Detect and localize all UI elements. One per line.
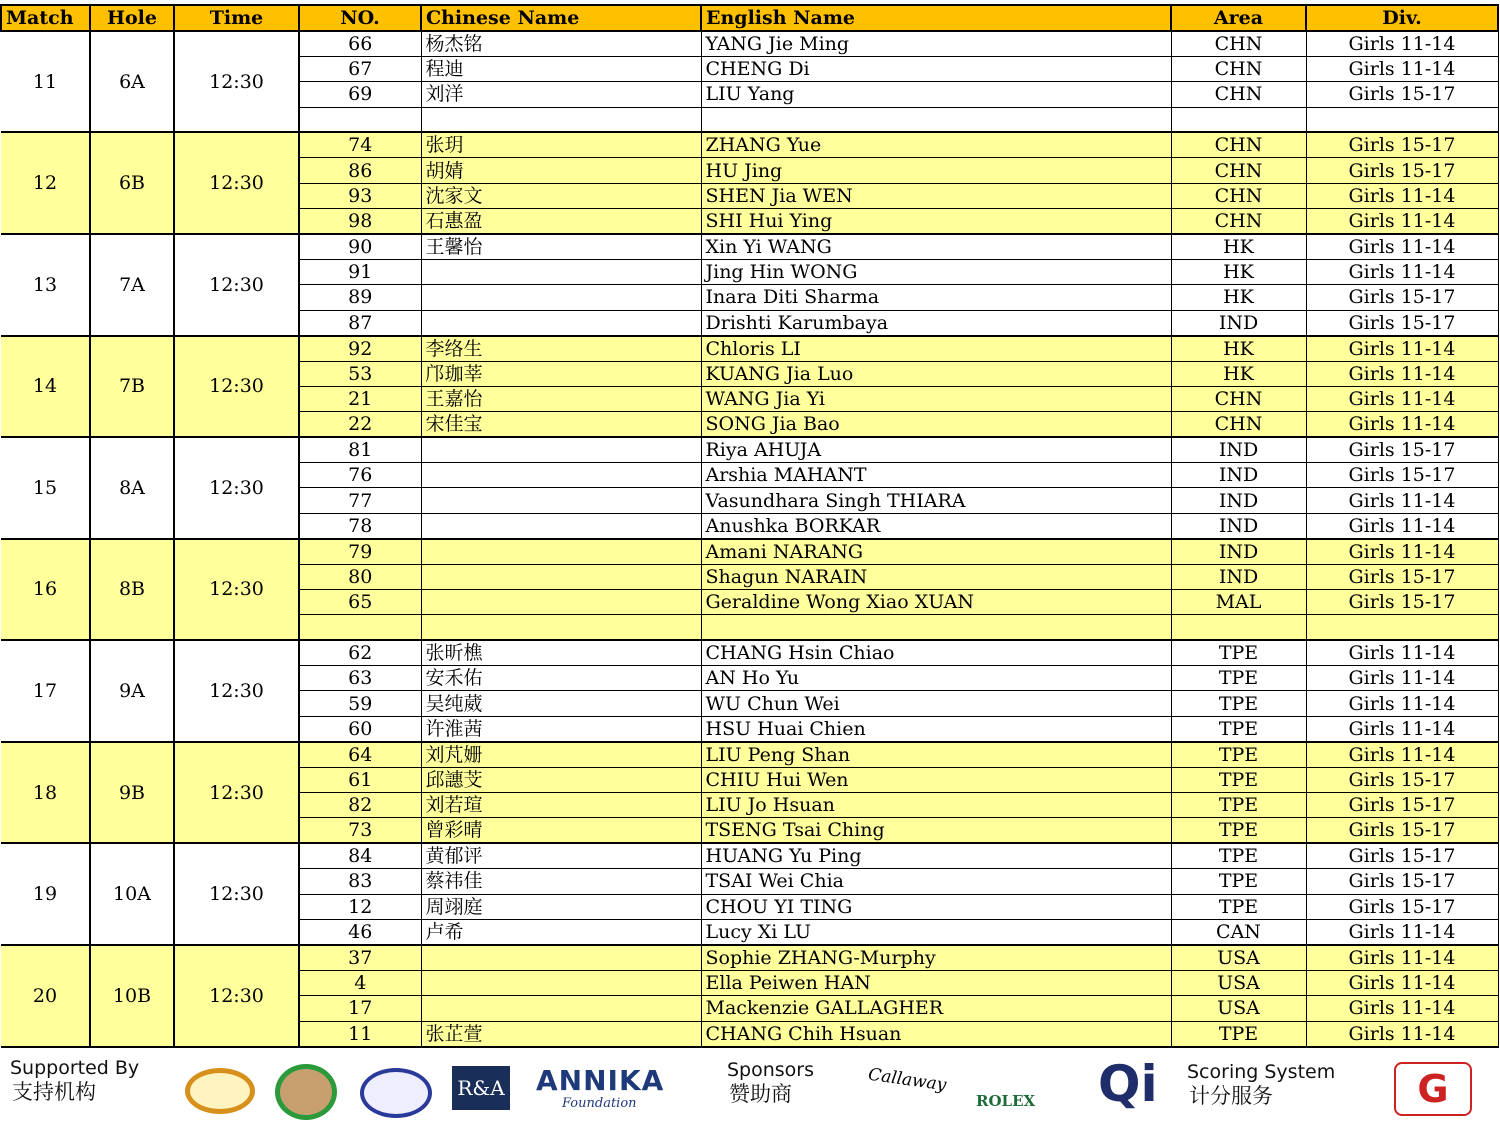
- col-area: Area: [1171, 5, 1306, 31]
- english-name: SHI Hui Ying: [701, 208, 1171, 234]
- area: TPE: [1171, 691, 1306, 716]
- footer: [0, 1046, 1500, 1125]
- area: TPE: [1171, 742, 1306, 768]
- chinese-name: [421, 310, 701, 336]
- english-name: SHEN Jia WEN: [701, 183, 1171, 208]
- division: Girls 15-17: [1306, 132, 1498, 158]
- area: [1171, 107, 1306, 132]
- player-no: 37: [299, 945, 421, 971]
- chinese-name: [421, 590, 701, 615]
- division: Girls 11-14: [1306, 742, 1498, 768]
- english-name: Inara Diti Sharma: [701, 285, 1171, 310]
- english-name: HU Jing: [701, 158, 1171, 183]
- english-name: Sophie ZHANG-Murphy: [701, 945, 1171, 971]
- division: Girls 11-14: [1306, 919, 1498, 945]
- division: Girls 11-14: [1306, 31, 1498, 57]
- division: Girls 15-17: [1306, 767, 1498, 792]
- player-no: 89: [299, 285, 421, 310]
- chinese-name: [421, 285, 701, 310]
- player-no: 17: [299, 996, 421, 1021]
- player-no: 67: [299, 57, 421, 82]
- division: Girls 15-17: [1306, 285, 1498, 310]
- english-name: Shagun NARAIN: [701, 564, 1171, 589]
- chinese-name: 刘洋: [421, 82, 701, 107]
- area: HK: [1171, 336, 1306, 362]
- area: CHN: [1171, 158, 1306, 183]
- english-name: [701, 107, 1171, 132]
- player-no: 21: [299, 386, 421, 411]
- english-name: HSU Huai Chien: [701, 716, 1171, 742]
- player-no: 12: [299, 894, 421, 919]
- match-match: 16: [1, 539, 90, 640]
- col-english-name: English Name: [701, 5, 1171, 31]
- player-no: 65: [299, 590, 421, 615]
- chinese-name: 曾彩晴: [421, 818, 701, 844]
- player-no: 62: [299, 640, 421, 666]
- english-name: CHOU YI TING: [701, 894, 1171, 919]
- chinese-name: [421, 539, 701, 565]
- chinese-name: 吴纯葳: [421, 691, 701, 716]
- match-time: 12:30: [174, 539, 299, 640]
- area: [1171, 615, 1306, 640]
- chinese-name: 胡婧: [421, 158, 701, 183]
- english-name: Lucy Xi LU: [701, 919, 1171, 945]
- chinese-name: [421, 437, 701, 463]
- chinese-name: 宋佳宝: [421, 412, 701, 438]
- match-time: 12:30: [174, 843, 299, 945]
- player-no: 73: [299, 818, 421, 844]
- player-no: 92: [299, 336, 421, 362]
- match-hole: 10A: [90, 843, 174, 945]
- english-name: Amani NARANG: [701, 539, 1171, 565]
- area: TPE: [1171, 869, 1306, 894]
- area: IND: [1171, 488, 1306, 513]
- match-time: 12:30: [174, 132, 299, 234]
- ra-logo: R&A: [452, 1066, 510, 1110]
- table-row: [1, 336, 1498, 362]
- table-row: [1, 539, 1498, 565]
- scoring-system-cn-label: 计分服务: [1189, 1084, 1273, 1108]
- division: Girls 15-17: [1306, 158, 1498, 183]
- division: Girls 11-14: [1306, 716, 1498, 742]
- player-no: 93: [299, 183, 421, 208]
- player-no: 78: [299, 513, 421, 539]
- area: TPE: [1171, 1021, 1306, 1047]
- chinese-name: [421, 107, 701, 132]
- qi-logo: Qi: [1098, 1055, 1158, 1113]
- english-name: Mackenzie GALLAGHER: [701, 996, 1171, 1021]
- player-no: 11: [299, 1021, 421, 1047]
- division: Girls 11-14: [1306, 488, 1498, 513]
- player-no: 66: [299, 31, 421, 57]
- area: HK: [1171, 234, 1306, 260]
- annika-foundation-text: Foundation: [562, 1096, 637, 1111]
- chinese-name: 沈家文: [421, 183, 701, 208]
- match-time: 12:30: [174, 437, 299, 539]
- player-no: 53: [299, 361, 421, 386]
- english-name: ZHANG Yue: [701, 132, 1171, 158]
- english-name: Riya AHUJA: [701, 437, 1171, 463]
- chinese-name: 刘芃姗: [421, 742, 701, 768]
- col-time: Time: [174, 5, 299, 31]
- player-no: 60: [299, 716, 421, 742]
- chinese-name: [421, 488, 701, 513]
- chinese-name: [421, 463, 701, 488]
- chinese-name: 石惠盈: [421, 208, 701, 234]
- english-name: Jing Hin WONG: [701, 259, 1171, 284]
- table-row: [1, 132, 1498, 158]
- chinese-name: [421, 564, 701, 589]
- area: USA: [1171, 945, 1306, 971]
- division: Girls 11-14: [1306, 996, 1498, 1021]
- player-no: 81: [299, 437, 421, 463]
- player-no: 83: [299, 869, 421, 894]
- col-chinese-name: Chinese Name: [421, 5, 701, 31]
- english-name: Ella Peiwen HAN: [701, 970, 1171, 995]
- match-time: 12:30: [174, 234, 299, 336]
- division: Girls 15-17: [1306, 463, 1498, 488]
- english-name: CHANG Chih Hsuan: [701, 1021, 1171, 1047]
- english-name: CHIU Hui Wen: [701, 767, 1171, 792]
- area: TPE: [1171, 818, 1306, 844]
- chinese-name: 张玥: [421, 132, 701, 158]
- player-no: 79: [299, 539, 421, 565]
- chinese-name: 王嘉怡: [421, 386, 701, 411]
- match-hole: 6B: [90, 132, 174, 234]
- chinese-name: [421, 513, 701, 539]
- player-no: 86: [299, 158, 421, 183]
- division: Girls 15-17: [1306, 82, 1498, 107]
- area: CHN: [1171, 386, 1306, 411]
- chinese-name: 周翊庭: [421, 894, 701, 919]
- chinese-name: 邝珈莘: [421, 361, 701, 386]
- supporter-logo-2: [275, 1064, 337, 1120]
- table-row: [1, 843, 1498, 869]
- area: USA: [1171, 996, 1306, 1021]
- division: Girls 11-14: [1306, 208, 1498, 234]
- area: MAL: [1171, 590, 1306, 615]
- match-match: 13: [1, 234, 90, 336]
- player-no: [299, 107, 421, 132]
- match-hole: 7B: [90, 336, 174, 438]
- division: Girls 11-14: [1306, 412, 1498, 438]
- match-match: 19: [1, 843, 90, 945]
- english-name: Geraldine Wong Xiao XUAN: [701, 590, 1171, 615]
- area: CHN: [1171, 412, 1306, 438]
- table-row: [1, 437, 1498, 463]
- area: IND: [1171, 437, 1306, 463]
- english-name: Chloris LI: [701, 336, 1171, 362]
- division: Girls 11-14: [1306, 234, 1498, 260]
- player-no: 98: [299, 208, 421, 234]
- english-name: CHANG Hsin Chiao: [701, 640, 1171, 666]
- division: Girls 11-14: [1306, 513, 1498, 539]
- area: CHN: [1171, 82, 1306, 107]
- player-no: 74: [299, 132, 421, 158]
- supporter-logo-3: [360, 1068, 432, 1118]
- supporter-logo-1: [185, 1068, 255, 1114]
- annika-logo: ANNIKA: [536, 1064, 665, 1097]
- col-hole: Hole: [90, 5, 174, 31]
- chinese-name: [421, 945, 701, 971]
- area: TPE: [1171, 666, 1306, 691]
- division: Girls 15-17: [1306, 793, 1498, 818]
- division: Girls 11-14: [1306, 57, 1498, 82]
- col-div: Div.: [1306, 5, 1498, 31]
- match-hole: 9B: [90, 742, 174, 844]
- area: TPE: [1171, 894, 1306, 919]
- area: IND: [1171, 564, 1306, 589]
- rolex-logo: ROLEX: [976, 1092, 1036, 1110]
- chinese-name: 杨杰铭: [421, 31, 701, 57]
- english-name: AN Ho Yu: [701, 666, 1171, 691]
- area: IND: [1171, 463, 1306, 488]
- english-name: WANG Jia Yi: [701, 386, 1171, 411]
- player-no: 77: [299, 488, 421, 513]
- match-match: 12: [1, 132, 90, 234]
- match-match: 20: [1, 945, 90, 1047]
- player-no: 76: [299, 463, 421, 488]
- match-time: 12:30: [174, 336, 299, 438]
- match-hole: 9A: [90, 640, 174, 742]
- english-name: SONG Jia Bao: [701, 412, 1171, 438]
- area: TPE: [1171, 767, 1306, 792]
- col-match: Match: [1, 5, 90, 31]
- chinese-name: 蔡祎佳: [421, 869, 701, 894]
- english-name: Drishti Karumbaya: [701, 310, 1171, 336]
- english-name: Arshia MAHANT: [701, 463, 1171, 488]
- area: TPE: [1171, 716, 1306, 742]
- callaway-logo: Callaway: [866, 1064, 948, 1096]
- area: CHN: [1171, 183, 1306, 208]
- chinese-name: 刘若瑄: [421, 793, 701, 818]
- scoring-system-label: Scoring System: [1187, 1061, 1336, 1083]
- table-row: [1, 742, 1498, 768]
- chinese-name: 李络生: [421, 336, 701, 362]
- match-match: 15: [1, 437, 90, 539]
- division: Girls 15-17: [1306, 590, 1498, 615]
- chinese-name: 程迪: [421, 57, 701, 82]
- match-time: 12:30: [174, 945, 299, 1047]
- player-no: 22: [299, 412, 421, 438]
- table-row: [1, 640, 1498, 666]
- division: Girls 15-17: [1306, 894, 1498, 919]
- english-name: TSENG Tsai Ching: [701, 818, 1171, 844]
- chinese-name: [421, 996, 701, 1021]
- division: Girls 11-14: [1306, 336, 1498, 362]
- english-name: Xin Yi WANG: [701, 234, 1171, 260]
- area: IND: [1171, 539, 1306, 565]
- division: Girls 15-17: [1306, 310, 1498, 336]
- match-hole: 10B: [90, 945, 174, 1047]
- area: USA: [1171, 970, 1306, 995]
- table-row: [1, 945, 1498, 971]
- english-name: CHENG Di: [701, 57, 1171, 82]
- area: CHN: [1171, 208, 1306, 234]
- division: Girls 11-14: [1306, 259, 1498, 284]
- division: Girls 15-17: [1306, 869, 1498, 894]
- match-hole: 6A: [90, 31, 174, 132]
- player-no: 4: [299, 970, 421, 995]
- header-row: [1, 5, 1498, 31]
- chinese-name: 张昕樵: [421, 640, 701, 666]
- division: Girls 15-17: [1306, 564, 1498, 589]
- match-time: 12:30: [174, 742, 299, 844]
- match-match: 14: [1, 336, 90, 438]
- player-no: 63: [299, 666, 421, 691]
- area: TPE: [1171, 793, 1306, 818]
- match-match: 18: [1, 742, 90, 844]
- english-name: HUANG Yu Ping: [701, 843, 1171, 869]
- english-name: Anushka BORKAR: [701, 513, 1171, 539]
- division: Girls 11-14: [1306, 1021, 1498, 1047]
- english-name: [701, 615, 1171, 640]
- player-no: [299, 615, 421, 640]
- division: [1306, 107, 1498, 132]
- division: Girls 11-14: [1306, 361, 1498, 386]
- division: Girls 11-14: [1306, 539, 1498, 565]
- division: Girls 11-14: [1306, 970, 1498, 995]
- col-no: NO.: [299, 5, 421, 31]
- player-no: 90: [299, 234, 421, 260]
- player-no: 84: [299, 843, 421, 869]
- area: CHN: [1171, 57, 1306, 82]
- division: Girls 15-17: [1306, 843, 1498, 869]
- chinese-name: [421, 615, 701, 640]
- sponsors-label: Sponsors: [727, 1059, 815, 1081]
- match-match: 17: [1, 640, 90, 742]
- english-name: LIU Jo Hsuan: [701, 793, 1171, 818]
- chinese-name: [421, 259, 701, 284]
- match-hole: 8B: [90, 539, 174, 640]
- area: CHN: [1171, 31, 1306, 57]
- english-name: LIU Peng Shan: [701, 742, 1171, 768]
- division: Girls 15-17: [1306, 818, 1498, 844]
- chinese-name: 邱譓芠: [421, 767, 701, 792]
- area: HK: [1171, 361, 1306, 386]
- table-row: [1, 31, 1498, 57]
- player-no: 82: [299, 793, 421, 818]
- chinese-name: 安禾佑: [421, 666, 701, 691]
- match-time: 12:30: [174, 640, 299, 742]
- match-time: 12:30: [174, 31, 299, 132]
- tee-time-table: [0, 4, 1499, 1048]
- division: Girls 11-14: [1306, 183, 1498, 208]
- player-no: 69: [299, 82, 421, 107]
- area: TPE: [1171, 843, 1306, 869]
- area: HK: [1171, 285, 1306, 310]
- area: CHN: [1171, 132, 1306, 158]
- player-no: 61: [299, 767, 421, 792]
- chinese-name: 王馨怡: [421, 234, 701, 260]
- division: Girls 11-14: [1306, 945, 1498, 971]
- supported-by-label: Supported By: [10, 1057, 140, 1079]
- sponsors-cn-label: 赞助商: [729, 1082, 792, 1106]
- player-no: 87: [299, 310, 421, 336]
- player-no: 64: [299, 742, 421, 768]
- player-no: 80: [299, 564, 421, 589]
- player-no: 59: [299, 691, 421, 716]
- division: Girls 11-14: [1306, 666, 1498, 691]
- english-name: Vasundhara Singh THIARA: [701, 488, 1171, 513]
- match-hole: 8A: [90, 437, 174, 539]
- table-row: [1, 234, 1498, 260]
- area: IND: [1171, 310, 1306, 336]
- player-no: 91: [299, 259, 421, 284]
- english-name: KUANG Jia Luo: [701, 361, 1171, 386]
- match-hole: 7A: [90, 234, 174, 336]
- supported-by-cn-label: 支持机构: [12, 1080, 96, 1104]
- division: Girls 11-14: [1306, 640, 1498, 666]
- chinese-name: 许淮茜: [421, 716, 701, 742]
- area: TPE: [1171, 640, 1306, 666]
- scoring-logo: G: [1394, 1062, 1472, 1116]
- chinese-name: 卢希: [421, 919, 701, 945]
- division: Girls 11-14: [1306, 691, 1498, 716]
- area: IND: [1171, 513, 1306, 539]
- area: CAN: [1171, 919, 1306, 945]
- english-name: WU Chun Wei: [701, 691, 1171, 716]
- chinese-name: 张芷萱: [421, 1021, 701, 1047]
- division: Girls 15-17: [1306, 437, 1498, 463]
- match-match: 11: [1, 31, 90, 132]
- area: HK: [1171, 259, 1306, 284]
- division: Girls 11-14: [1306, 386, 1498, 411]
- english-name: TSAI Wei Chia: [701, 869, 1171, 894]
- chinese-name: [421, 970, 701, 995]
- division: [1306, 615, 1498, 640]
- player-no: 46: [299, 919, 421, 945]
- english-name: LIU Yang: [701, 82, 1171, 107]
- english-name: YANG Jie Ming: [701, 31, 1171, 57]
- chinese-name: 黄郁评: [421, 843, 701, 869]
